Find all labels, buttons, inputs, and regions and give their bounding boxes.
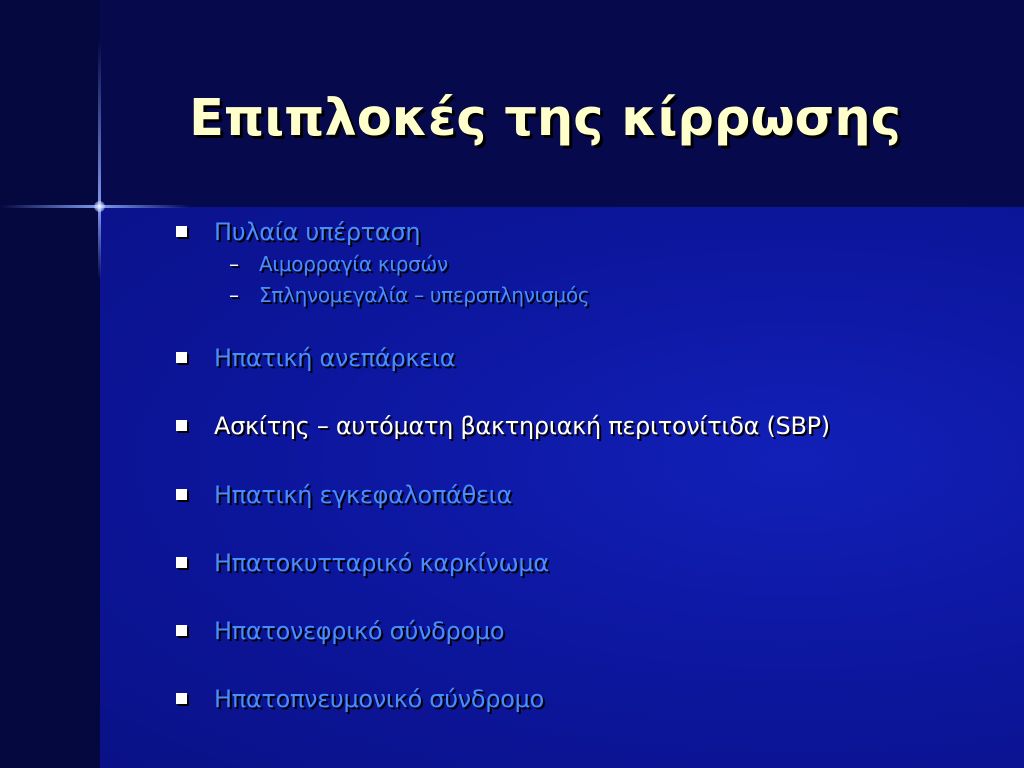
square-bullet-icon [176, 625, 187, 636]
square-bullet-icon [176, 226, 187, 237]
bullet-text: Ηπατοκυτταρικό καρκίνωμα [214, 549, 549, 577]
square-bullet-icon [176, 557, 187, 568]
square-bullet-icon [176, 693, 187, 704]
bullet-text: Ηπατοπνευμονικό σύνδρομο [214, 685, 544, 713]
bullet-text: Ηπατική εγκεφαλοπάθεια [214, 481, 512, 509]
bullet-text: Πυλαία υπέρταση [214, 218, 421, 246]
sub-item-text: Αιμορραγία κιρσών [259, 252, 448, 276]
dash-bullet-icon: – [229, 252, 239, 276]
square-bullet-icon [176, 420, 187, 431]
bullet-text-highlighted: Ασκίτης – αυτόματη βακτηριακή περιτονίτιδα (SBP) [214, 412, 830, 440]
bullet-text: Ηπατονεφρικό σύνδρομο [214, 617, 505, 645]
square-bullet-icon [176, 352, 187, 363]
dash-bullet-icon: – [229, 283, 239, 307]
bullet-text: Ηπατική ανεπάρκεια [214, 344, 456, 372]
slide-title: Επιπλοκές της κίρρωσης [189, 89, 901, 148]
square-bullet-icon [176, 489, 187, 500]
sub-item-text: Σπληνομεγαλία – υπερσπληνισμός [259, 283, 590, 307]
